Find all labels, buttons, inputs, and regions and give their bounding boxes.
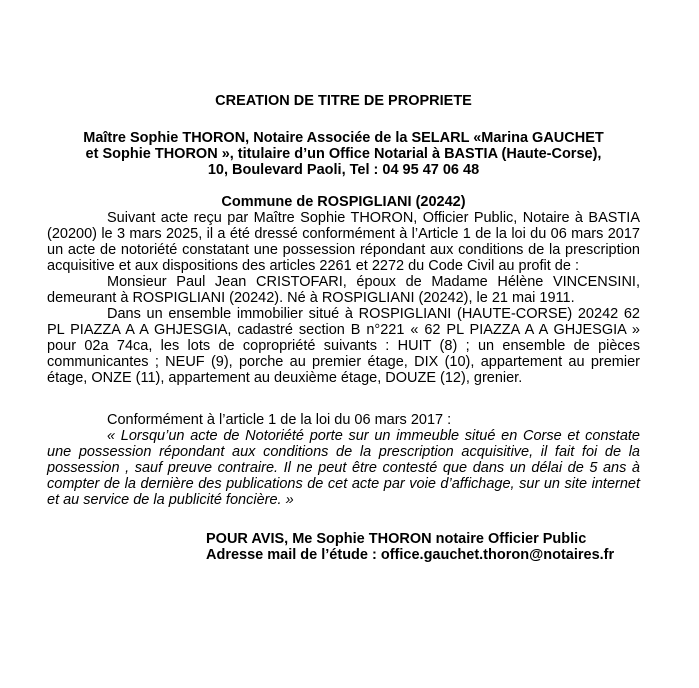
paragraph-citation-loi: « Lorsqu’un acte de Notoriété porte sur un immeuble situé en Corse et constate une possession répondant aux conditions de la prescription acquisitive, il fait foi de la possession , sauf preuve contraire. Il ne peut être contesté que dans un délai de 5 ans à compter de la dernière des publications de cet acte par voie d’affichage, sur un site internet et au service de la publicité foncière. » <box>47 428 640 508</box>
notary-header <box>47 130 640 178</box>
signature-email: Adresse mail de l’étude : office.gauchet.thoron@notaires.fr <box>206 547 615 563</box>
paragraph-loi-intro: Conformément à l’article 1 de la loi du 06 mars 2017 : <box>107 412 452 428</box>
signature-pour-avis: POUR AVIS, Me Sophie THORON notaire Officier Public <box>206 531 587 547</box>
notary-header-line-2: et Sophie THORON », titulaire d’un Office Notarial à BASTIA (Haute-Corse), <box>85 146 602 162</box>
document-title: CREATION DE TITRE DE PROPRIETE <box>215 93 472 109</box>
notary-header-line-1: Maître Sophie THORON, Notaire Associée de la SELARL «Marina GAUCHET <box>83 130 604 146</box>
commune-heading: Commune de ROSPIGLIANI (20242) <box>221 194 466 210</box>
notary-header-line-3: 10, Boulevard Paoli, Tel : 04 95 47 06 48 <box>207 162 480 178</box>
paragraph-acte-notoriete: Suivant acte reçu par Maître Sophie THORON, Officier Public, Notaire à BASTIA (20200) le 3 mars 2025, il a été dressé conformément à l’Article 1 de la loi du 06 mars 2017 un acte de notoriété constatant une possession répondant aux conditions de la prescription acquisitive et aux dispositions des articles 2261 et 2272 du Code Civil au profit de : <box>47 210 640 274</box>
paragraph-bien-immobilier: Dans un ensemble immobilier situé à ROSPIGLIANI (HAUTE-CORSE) 20242 62 PL PIAZZA A A GHJESGIA, cadastré section B n°221 « 62 PL PIAZZA A A GHJESGIA » pour 02a 74ca, les lots de copropriété suivants : HUIT (8) ; un ensemble de pièces communicantes ; NEUF (9), porche au premier étage, DIX (10), appartement au premier étage, ONZE (11), appartement au deuxième étage, DOUZE (12), grenier. <box>47 306 640 386</box>
signature-block <box>206 531 640 563</box>
paragraph-beneficiaire: Monsieur Paul Jean CRISTOFARI, époux de Madame Hélène VINCENSINI, demeurant à ROSPIGLIANI (20242). Né à ROSPIGLIANI (20242), le 21 mai 1911. <box>47 274 640 306</box>
